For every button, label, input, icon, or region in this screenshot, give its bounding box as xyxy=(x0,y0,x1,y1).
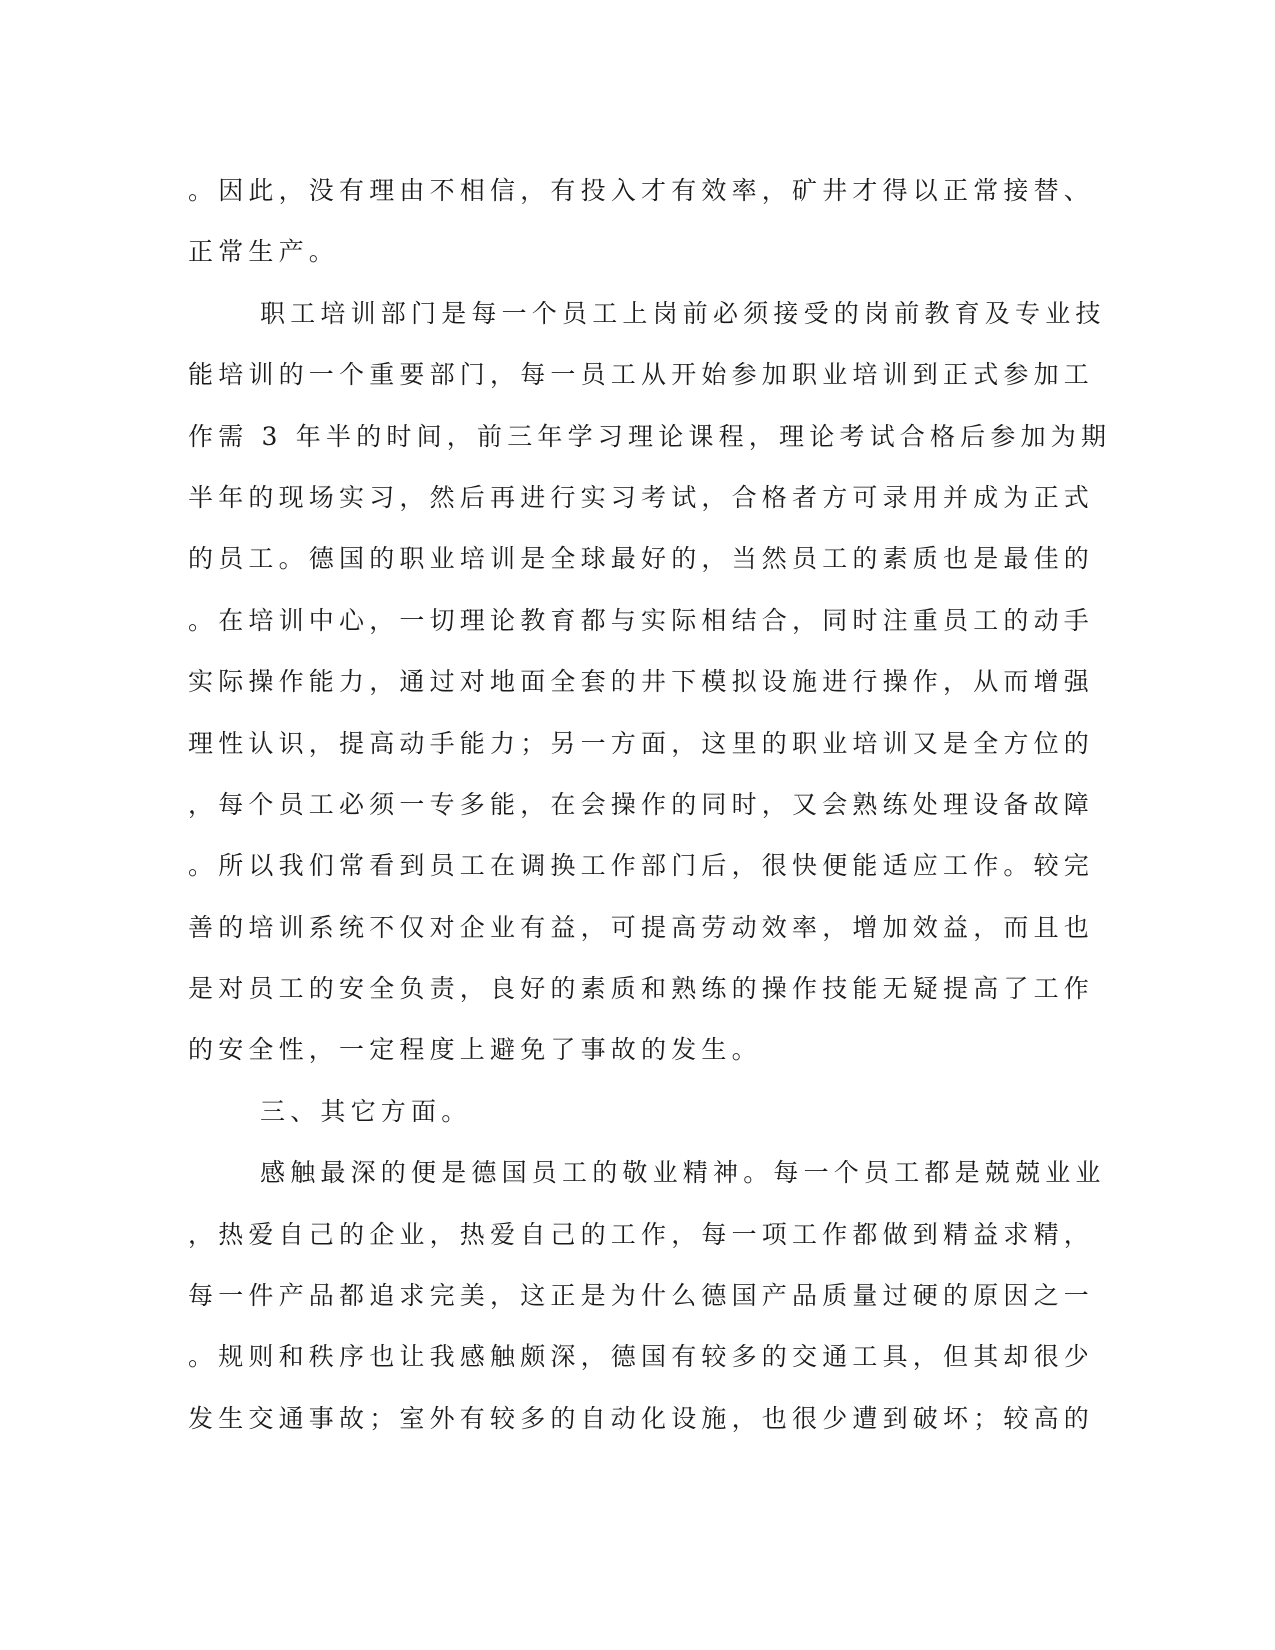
text-line: ，热爱自己的企业，热爱自己的工作，每一项工作都做到精益求精， xyxy=(188,1219,1095,1249)
text-line: 作需 3 年半的时间，前三年学习理论课程，理论考试合格后参加为期 xyxy=(188,421,1112,451)
text-line: 。规则和秩序也让我感触颇深，德国有较多的交通工具，但其却很少 xyxy=(188,1342,1095,1372)
text-line: 的安全性，一定程度上避免了事故的发生。 xyxy=(188,1035,762,1065)
section-heading: 三、其它方面。 xyxy=(260,1096,472,1126)
document-body xyxy=(188,160,1112,1449)
text-line: 。因此，没有理由不相信，有投入才有效率，矿井才得以正常接替、 xyxy=(188,176,1095,205)
text-line: ，每个员工必须一专多能，在会操作的同时，又会熟练处理设备故障 xyxy=(188,789,1095,819)
text-line: 能培训的一个重要部门，每一员工从开始参加职业培训到正式参加工 xyxy=(188,360,1095,390)
text-line: 是对员工的安全负责，良好的素质和熟练的操作技能无疑提高了工作 xyxy=(188,974,1095,1004)
text-line: 。所以我们常看到员工在调换工作部门后，很快便能适应工作。较完 xyxy=(188,851,1095,881)
text-line: 理性认识，提高动手能力；另一方面，这里的职业培训又是全方位的 xyxy=(188,728,1095,758)
text-line: 善的培训系统不仅对企业有益，可提高劳动效率，增加效益，而且也 xyxy=(188,912,1095,942)
text-line: 半年的现场实习，然后再进行实习考试，合格者方可录用并成为正式 xyxy=(188,482,1095,512)
text-line: 正常生产。 xyxy=(188,237,340,267)
paragraph-start-line: 感触最深的便是德国员工的敬业精神。每一个员工都是兢兢业业 xyxy=(260,1158,1106,1188)
text-line: 的员工。德国的职业培训是全球最好的，当然员工的素质也是最佳的 xyxy=(188,544,1095,574)
text-line: 每一件产品都追求完美，这正是为什么德国产品质量过硬的原因之一 xyxy=(188,1281,1095,1311)
paragraph-start-line: 职工培训部门是每一个员工上岗前必须接受的岗前教育及专业技 xyxy=(260,298,1106,328)
text-line: 。在培训中心，一切理论教育都与实际相结合，同时注重员工的动手 xyxy=(188,605,1095,635)
text-line: 实际操作能力，通过对地面全套的井下模拟设施进行操作，从而增强 xyxy=(188,667,1095,697)
text-line: 发生交通事故；室外有较多的自动化设施，也很少遭到破坏；较高的 xyxy=(188,1403,1095,1433)
